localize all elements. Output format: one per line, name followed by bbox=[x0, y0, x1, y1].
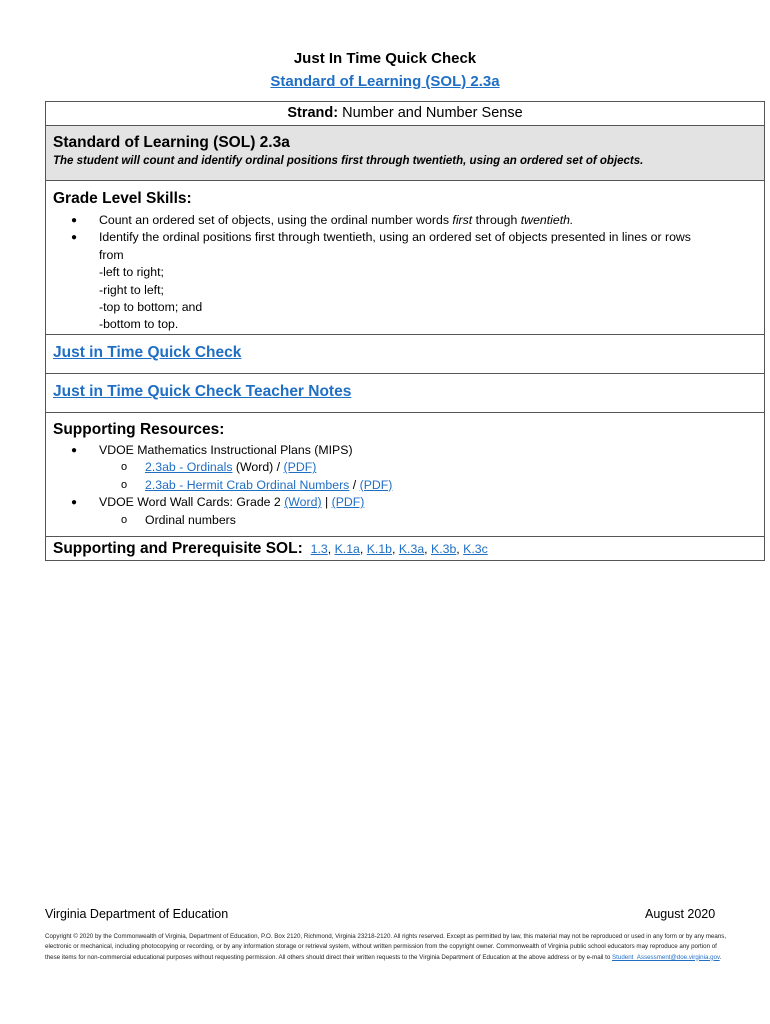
skill-item-2-line: from bbox=[99, 247, 124, 262]
footer-org: Virginia Department of Education bbox=[45, 907, 229, 921]
prereq-links bbox=[307, 542, 488, 556]
prereq-link[interactable]: K.3c bbox=[463, 542, 488, 556]
skills-list bbox=[53, 212, 757, 334]
skill-item-2 bbox=[99, 229, 757, 333]
skill-item-1 bbox=[99, 212, 757, 229]
teacher-notes-row bbox=[46, 374, 765, 413]
skill-item-1-mid: through bbox=[472, 213, 521, 227]
prereq-sep: , bbox=[359, 542, 367, 556]
word-wall-sub-item: o Ordinal numbers bbox=[145, 512, 757, 529]
skill-item-2-line: -right to left; bbox=[99, 282, 164, 297]
prereq-sep: , bbox=[327, 542, 335, 556]
mips-sublist bbox=[99, 459, 757, 494]
teacher-notes-link[interactable]: Just in Time Quick Check Teacher Notes bbox=[53, 383, 352, 400]
mips-item-hermit-crab bbox=[145, 477, 757, 494]
prereq-link[interactable]: K.3b bbox=[431, 542, 457, 556]
resource-mips bbox=[99, 442, 757, 494]
prereq-sep: , bbox=[392, 542, 399, 556]
mips-item-ordinals bbox=[145, 459, 757, 476]
resources-list bbox=[53, 442, 757, 529]
skill-item-2-line: ● Identify the ordinal positions first through twentieth, using an ordered set of objects presented in lines or rows bbox=[99, 230, 691, 245]
resource-word-wall bbox=[99, 494, 757, 529]
resources-row bbox=[46, 413, 765, 537]
skill-item-2-line: -top to bottom; and bbox=[99, 300, 203, 315]
sol-heading: Standard of Learning (SOL) 2.3a bbox=[53, 134, 290, 151]
skill-item-2-line: -left to right; bbox=[99, 265, 164, 280]
mips-ordinals-word: (Word) / bbox=[232, 460, 284, 475]
copyright-email-link[interactable]: Student_Assessment@doe.virginia.gov bbox=[612, 953, 720, 961]
content-table bbox=[45, 101, 765, 561]
skills-heading: Grade Level Skills: bbox=[53, 190, 192, 207]
mips-hermit-crab-sep: / bbox=[349, 477, 360, 492]
skill-item-1-em-twentieth: twentieth. bbox=[520, 213, 574, 227]
word-wall-sublist bbox=[99, 512, 757, 529]
mips-hermit-crab-link[interactable]: 2.3ab - Hermit Crab Ordinal Numbers bbox=[145, 477, 350, 492]
prereq-sep: , bbox=[456, 542, 464, 556]
skill-item-1-text: Count an ordered set of objects, using the ordinal number words bbox=[99, 213, 453, 227]
prereq-row bbox=[46, 537, 765, 561]
prereq-link[interactable]: K.1b bbox=[366, 542, 393, 556]
strand-row bbox=[46, 102, 765, 126]
resources-heading: Supporting Resources: bbox=[53, 421, 225, 438]
mips-ordinals-pdf-link[interactable]: (PDF) bbox=[283, 460, 317, 475]
prereq-link[interactable]: K.3a bbox=[398, 542, 425, 556]
skills-row bbox=[46, 181, 765, 335]
word-wall-sep: | bbox=[321, 495, 332, 510]
strand-label: Strand: bbox=[287, 105, 339, 121]
word-wall-label: VDOE Word Wall Cards: Grade 2 bbox=[99, 495, 285, 510]
word-wall-pdf-link[interactable]: (PDF) bbox=[331, 495, 365, 510]
word-wall-word-link[interactable]: (Word) bbox=[284, 495, 322, 510]
copyright-notice bbox=[45, 932, 730, 963]
strand-value: Number and Number Sense bbox=[342, 105, 523, 121]
mips-ordinals-link[interactable]: 2.3ab - Ordinals bbox=[145, 460, 233, 475]
prereq-heading: Supporting and Prerequisite SOL: bbox=[53, 540, 303, 557]
copyright-text: Copyright © 2020 by the Commonwealth of Virginia, Department of Education, P.O. Box 2120, Richmond, Virginia 23218-2120. All rights reserved. Except as permitted by law, this material may not be reproduced or used in any form or by any means, electronic or mechanical, including photocopying or recording, or by any information storage or retrieval system, without written permission from the copyright owner. Commonwealth of Virginia public school educators may reproduce any portion of these items for non-commercial educational purposes without requesting permission. All others should direct their written requests to the Virginia Department of Education at the above address or by e-mail to bbox=[45, 933, 727, 961]
quick-check-link[interactable]: Just in Time Quick Check bbox=[53, 344, 242, 361]
prereq-link[interactable]: K.1a bbox=[334, 542, 360, 556]
sol-description: The student will count and identify ordinal positions first through twentieth, using an ordered set of objects. bbox=[53, 155, 644, 167]
prereq-sep: , bbox=[424, 542, 431, 556]
quick-check-row bbox=[46, 335, 765, 374]
prereq-link[interactable]: 1.3 bbox=[310, 542, 328, 556]
mips-label: VDOE Mathematics Instructional Plans (MIPS) bbox=[99, 443, 353, 457]
skill-item-2-line: -bottom to top. bbox=[99, 317, 179, 332]
copyright-end: . bbox=[719, 953, 722, 961]
sol-row bbox=[46, 126, 765, 181]
mips-hermit-crab-pdf-link[interactable]: (PDF) bbox=[359, 477, 393, 492]
document-subtitle-link[interactable]: Standard of Learning (SOL) 2.3a bbox=[270, 73, 500, 90]
footer-date: August 2020 bbox=[645, 907, 716, 921]
skill-item-1-em-first: first bbox=[452, 213, 473, 227]
document-title: Just In Time Quick Check bbox=[293, 50, 477, 67]
